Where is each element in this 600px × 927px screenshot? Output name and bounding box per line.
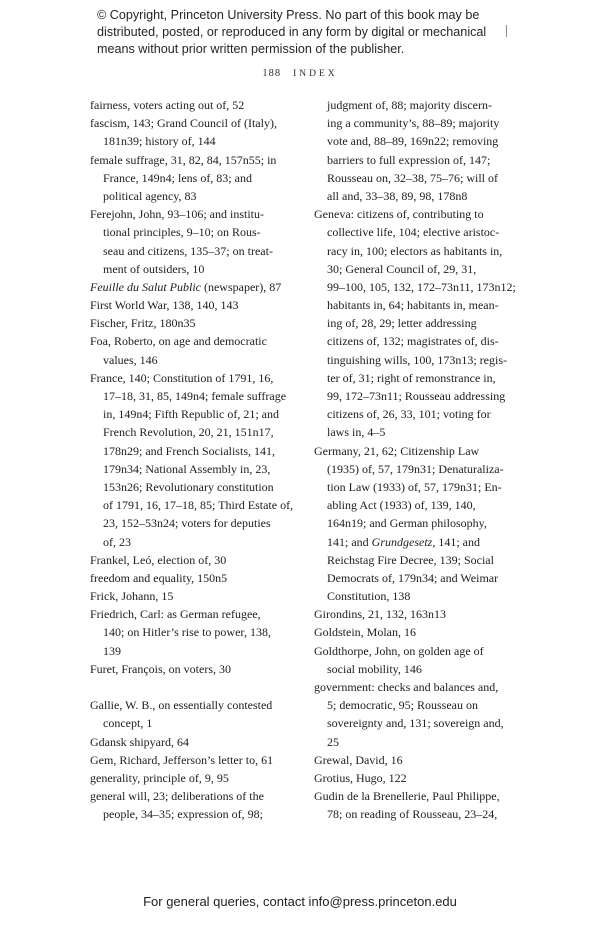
index-line: freedom and equality, 150n5 — [90, 570, 228, 585]
index-line: abling Act (1933) of, 139, 140, — [327, 498, 476, 513]
index-line: seau and citizens, 135–37; on treat- — [103, 243, 273, 258]
index-line: Gdansk shipyard, 64 — [90, 734, 189, 749]
index-line: Constitution, 138 — [327, 589, 411, 604]
page-number: 188 — [262, 68, 282, 79]
index-line: ing of, 28, 29; letter addressing — [327, 316, 477, 331]
index-line: Ferejohn, John, 93–106; and institu- — [90, 207, 264, 222]
index-line: First World War, 138, 140, 143 — [90, 298, 239, 313]
index-blank-line — [90, 678, 315, 696]
index-line: 141; and Grundgesetz, 141; and — [327, 534, 481, 549]
index-line: sovereignty and, 131; sovereign and, — [327, 716, 504, 731]
index-line: ment of outsiders, 10 — [103, 261, 205, 276]
index-line: 179n34; National Assembly in, 23, — [103, 461, 271, 476]
index-line: barriers to full expression of, 147; — [327, 152, 491, 167]
index-line: tional principles, 9–10; on Rous- — [103, 225, 261, 240]
index-line: 181n39; history of, 144 — [103, 134, 216, 149]
index-line: collective life, 104; elective aristoc- — [327, 225, 500, 240]
index-line: 25 — [327, 734, 339, 749]
index-line: French Revolution, 20, 21, 151n17, — [103, 425, 274, 440]
copyright-line: distributed, posted, or reproduced in any form by digital or mechanical — [97, 25, 487, 39]
index-line: (1935) of, 57, 179n31; Denaturaliza- — [327, 461, 504, 476]
index-line: France, 140; Constitution of 1791, 16, — [90, 370, 274, 385]
index-line: Feuille du Salut Public (newspaper), 87 — [90, 279, 282, 294]
index-line: female suffrage, 31, 82, 84, 157n55; in — [90, 152, 277, 167]
index-line: fascism, 143; Grand Council of (Italy), — [90, 116, 277, 131]
index-line: in, 149n4; Fifth Republic of, 21; and — [103, 407, 279, 422]
index-line: Goldstein, Molan, 16 — [314, 625, 416, 640]
index-line: Democrats of, 179n34; and Weimar — [327, 570, 499, 585]
index-column-right — [314, 96, 539, 824]
index-line: tion Law (1933) of, 57, 179n31; En- — [327, 479, 502, 494]
index-line: generality, principle of, 9, 95 — [90, 770, 229, 785]
index-line: Gallie, W. B., on essentially contested — [90, 698, 273, 713]
index-line: political agency, 83 — [103, 188, 197, 203]
index-line: 78; on reading of Rousseau, 23–24, — [327, 807, 498, 822]
index-line: 140; on Hitler’s rise to power, 138, — [103, 625, 271, 640]
index-line: government: checks and balances and, — [314, 680, 499, 694]
index-line: Gudin de la Brenellerie, Paul Philippe, — [314, 789, 500, 804]
index-line: all and, 33–38, 89, 98, 178n8 — [327, 188, 468, 203]
index-line: vote and, 88–89, 169n22; removing — [327, 134, 499, 149]
index-line: general will, 23; deliberations of the — [90, 789, 264, 804]
index-line: 139 — [103, 643, 121, 658]
index-line: 99, 172–73n11; Rousseau addressing — [327, 389, 506, 403]
index-line: laws in, 4–5 — [327, 425, 386, 440]
index-line: tinguishing wills, 100, 173n13; regis- — [327, 352, 507, 367]
index-line: racy in, 100; electors as habitants in, — [327, 243, 503, 258]
index-line: values, 146 — [103, 352, 158, 367]
index-line: Goldthorpe, John, on golden age of — [314, 643, 484, 658]
index-line: 164n19; and German philosophy, — [327, 516, 487, 531]
text-cursor — [506, 25, 507, 37]
index-line: Foa, Roberto, on age and democratic — [90, 334, 267, 349]
copyright-line: means without prior written permission of the publisher. — [97, 42, 405, 56]
index-column-left — [90, 96, 315, 824]
index-line: habitants in, 64; habitants in, mean- — [327, 298, 499, 313]
index-line: Frankel, Leó, election of, 30 — [90, 552, 227, 567]
copyright-line: © Copyright, Princeton University Press. No part of this book may be — [97, 8, 480, 22]
index-line: Grotius, Hugo, 122 — [314, 770, 407, 785]
index-line: ter of, 31; right of remonstrance in, — [327, 370, 496, 385]
copyright-notice — [97, 7, 486, 58]
index-line: citizens of, 26, 33, 101; voting for — [327, 407, 491, 422]
index-line: Rousseau on, 32–38, 75–76; will of — [327, 170, 498, 185]
index-line: 5; democratic, 95; Rousseau on — [327, 698, 478, 713]
index-line: Geneva: citizens of, contributing to — [314, 207, 484, 222]
index-line: social mobility, 146 — [327, 661, 422, 676]
index-line: Fischer, Fritz, 180n35 — [90, 316, 196, 331]
index-line: fairness, voters acting out of, 52 — [90, 98, 245, 112]
index-line: 17–18, 31, 85, 149n4; female suffrage — [103, 389, 287, 403]
index-line: of 1791, 16, 17–18, 85; Third Estate of, — [103, 498, 294, 513]
index-line: people, 34–35; expression of, 98; — [103, 807, 263, 822]
index-line: 30; General Council of, 29, 31, — [327, 261, 477, 276]
index-line: Girondins, 21, 132, 163n13 — [314, 607, 446, 622]
index-line: of, 23 — [103, 534, 131, 549]
index-line: 23, 152–53n24; voters for deputies — [103, 516, 271, 531]
index-line: Reichstag Fire Decree, 139; Social — [327, 552, 494, 567]
index-line: Germany, 21, 62; Citizenship Law — [314, 443, 480, 458]
index-line: Grewal, David, 16 — [314, 752, 403, 767]
index-line: Friedrich, Carl: as German refugee, — [90, 607, 261, 622]
running-head — [0, 68, 600, 79]
index-line: ing a community’s, 88–89; majority — [327, 116, 500, 131]
index-line: 153n26; Revolutionary constitution — [103, 479, 274, 494]
index-line: 99–100, 105, 132, 172–73n11, 173n12; — [327, 279, 516, 294]
index-line: Furet, François, on voters, 30 — [90, 661, 231, 676]
section-title: INDEX — [293, 69, 338, 79]
footer-contact: For general queries, contact info@press.princeton.edu — [143, 894, 457, 909]
index-line: Gem, Richard, Jefferson’s letter to, 61 — [90, 752, 274, 767]
index-line: citizens of, 132; magistrates of, dis- — [327, 334, 499, 349]
index-line: France, 149n4; lens of, 83; and — [103, 170, 252, 185]
index-line: concept, 1 — [103, 716, 153, 731]
index-line: 178n29; and French Socialists, 141, — [103, 443, 275, 458]
index-line: Frick, Johann, 15 — [90, 589, 174, 604]
index-line: judgment of, 88; majority discern- — [327, 98, 492, 112]
